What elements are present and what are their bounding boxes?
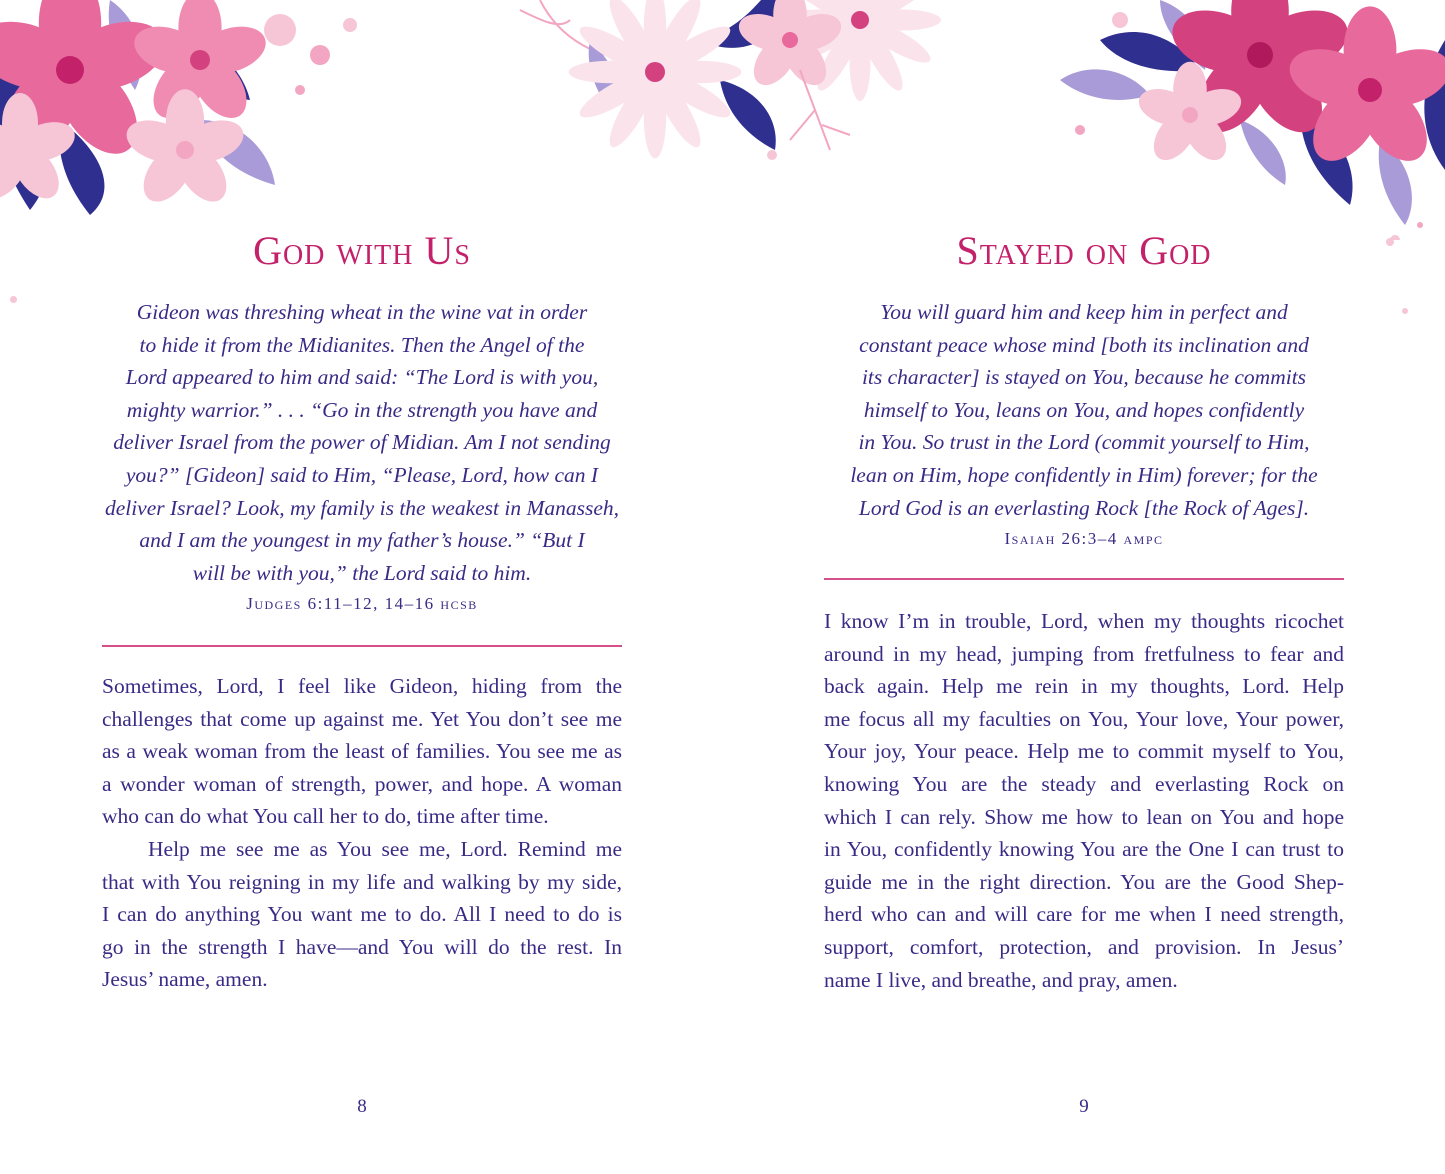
body-line: which I can rely. Show me how to lean on You and hope xyxy=(824,804,1344,829)
decorative-dot xyxy=(1402,308,1408,314)
verse-line: deliver Israel? Look, my family is the weakest in Manasseh, xyxy=(104,495,620,520)
verse-line: you?” [Gideon] said to Him, “Please, Lord, how can I xyxy=(125,462,599,487)
verse-line: in You. So trust in the Lord (commit yourself to Him, xyxy=(858,430,1310,455)
verse-line: Lord appeared to him and said: “The Lord is with you, xyxy=(125,365,599,390)
page-title: Stayed on God xyxy=(956,228,1212,273)
body-line: challenges that come up against me. Yet You don’t see me xyxy=(102,706,622,731)
verse-line: mighty warrior.” . . . “Go in the strength you have and xyxy=(126,397,598,422)
body-line: me focus all my faculties on You, Your love, Your power, xyxy=(824,706,1344,731)
body-line: name I live, and breathe, and pray, amen. xyxy=(824,967,1178,992)
scripture-verse xyxy=(824,296,1344,554)
body-line: that with You reigning in my life and walking by my side, xyxy=(102,869,622,894)
body-line: herd who can and will care for me when I need strength, xyxy=(824,902,1344,927)
body-line: support, comfort, protection, and provision. In Jesus’ xyxy=(824,934,1344,959)
verse-line: will be with you,” the Lord said to him. xyxy=(192,560,532,585)
verse-line: Lord God is an everlasting Rock [the Rock of Ages]. xyxy=(858,495,1310,520)
body-line: guide me in the right direction. You are the Good Shep- xyxy=(824,869,1344,894)
verse-line: You will guard him and keep him in perfect and xyxy=(880,300,1288,324)
body-line: in You, confidently knowing You are the One I can trust to xyxy=(824,837,1344,862)
body-line: Help me see me as You see me, Lord. Remind me xyxy=(148,836,622,861)
decorative-dot xyxy=(1386,238,1394,246)
body-line: back again. Help me rein in my thoughts, Lord. Help xyxy=(824,674,1344,699)
scripture-reference: Judges 6:11–12, 14–16 hcsb xyxy=(246,594,478,614)
divider-rule xyxy=(824,578,1344,580)
devotional-body xyxy=(102,670,622,996)
body-line: as a weak woman from the least of families. You see me as xyxy=(102,739,622,764)
divider-rule xyxy=(102,645,622,647)
left-page xyxy=(102,0,622,1174)
body-line: a wonder woman of strength, power, and hope. A woman xyxy=(102,771,622,796)
verse-line: constant peace whose mind [both its inclination and xyxy=(859,332,1309,357)
body-line: Sometimes, Lord, I feel like Gideon, hiding from the xyxy=(102,674,622,698)
scripture-verse xyxy=(102,296,622,619)
body-line: knowing You are the steady and everlasting Rock on xyxy=(824,771,1344,796)
scripture-reference: Isaiah 26:3–4 ampc xyxy=(1004,529,1164,549)
body-line: Your joy, Your peace. Help me to commit myself to You, xyxy=(824,739,1344,764)
decorative-dot xyxy=(10,296,17,303)
body-line: around in my head, jumping from fretfulness to fear and xyxy=(824,641,1344,666)
verse-line: himself to You, leans on You, and hopes confidently xyxy=(863,397,1305,422)
devotional-body xyxy=(824,605,1344,996)
body-line: I can do anything You want me to do. All I need to do is xyxy=(102,902,622,927)
page-title: God with Us xyxy=(253,228,471,273)
right-page xyxy=(824,0,1344,1174)
page-number: 9 xyxy=(1079,1096,1089,1117)
verse-line: lean on Him, hope confidently in Him) forever; for the xyxy=(850,462,1318,487)
body-line: who can do what You call her to do, time after time. xyxy=(102,804,549,829)
body-line: I know I’m in trouble, Lord, when my thoughts ricochet xyxy=(824,609,1344,633)
page-number: 8 xyxy=(357,1096,367,1117)
verse-line: to hide it from the Midianites. Then the Angel of the xyxy=(139,332,585,357)
body-line: Jesus’ name, amen. xyxy=(102,967,268,992)
verse-line: deliver Israel from the power of Midian. Am I not sending xyxy=(113,430,611,455)
verse-line: Gideon was threshing wheat in the wine vat in order xyxy=(136,300,588,324)
verse-line: its character] is stayed on You, because he commits xyxy=(861,365,1307,390)
body-line: go in the strength I have—and You will do the rest. In xyxy=(102,934,622,959)
verse-line: and I am the youngest in my father’s house.” “But I xyxy=(139,528,585,553)
